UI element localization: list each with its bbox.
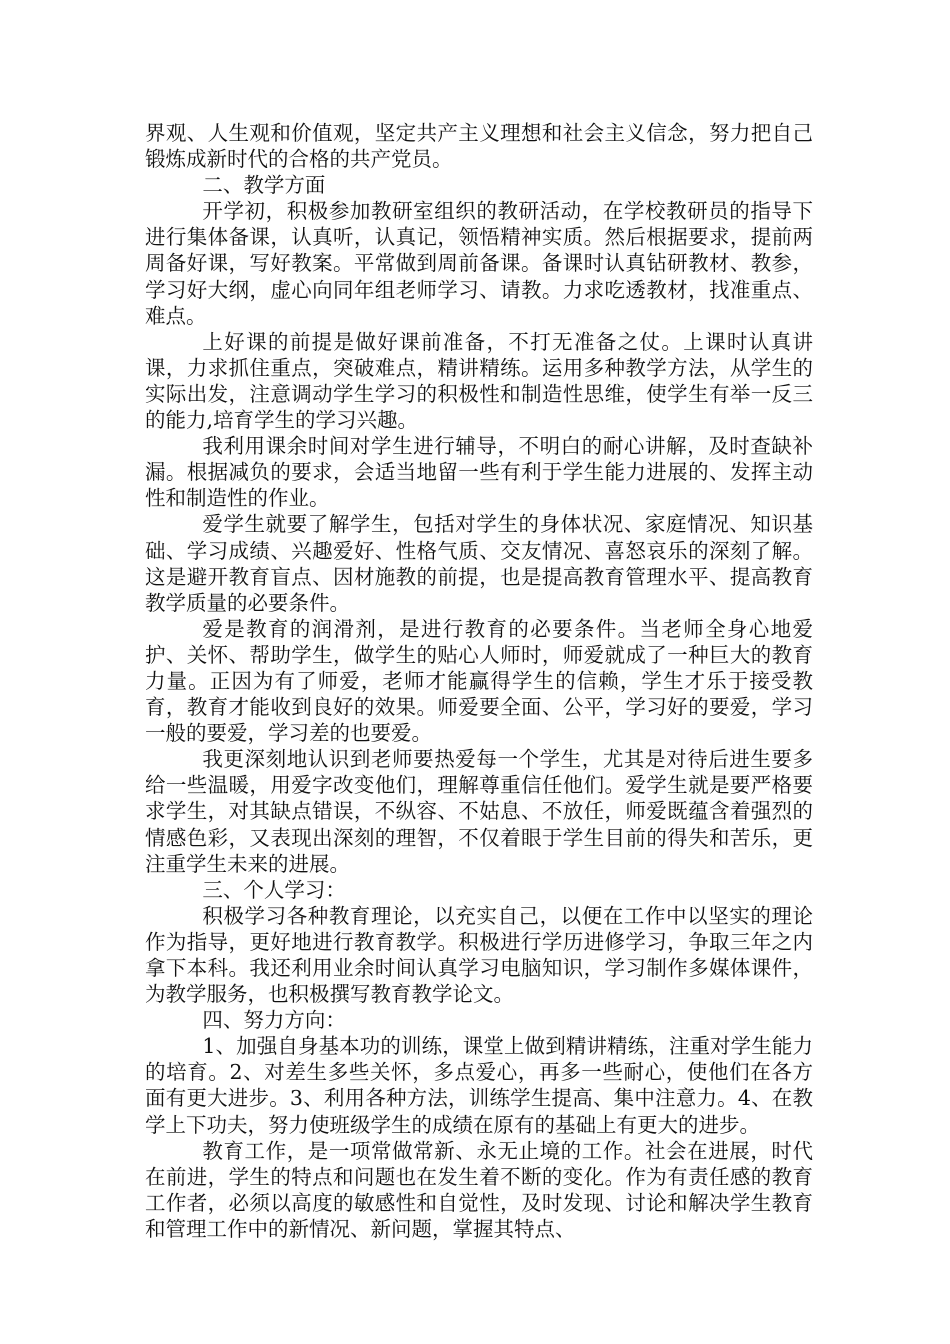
paragraph-care-students: 我更深刻地认识到老师要热爱每一个学生，尤其是对待后进生要多给一些温暖，用爱字改变他们，理解尊重信任他们。爱学生就是要严格要求学生，对其缺点错误，不纵容、不姑息、不放任，师爱既蕴含着强烈的情感色彩，又表现出深刻的理智，不仅着眼于学生目前的得失和苦乐，更注重学生未来的进展。	[145, 747, 813, 876]
paragraph-study: 积极学习各种教育理论，以充实自己，以便在工作中以坚实的理论作为指导，更好地进行教育教学。积极进行学历进修学习，争取三年之内拿下本科。我还利用业余时间认真学习电脑知识，学习制作多媒体课件，为教学服务，也积极撰写教育教学论文。	[145, 903, 813, 1007]
paragraph-education-work: 教育工作，是一项常做常新、永无止境的工作。社会在进展，时代在前进，学生的特点和问题也在发生着不断的变化。作为有责任感的教育工作者，必须以高度的敏感性和自觉性，及时发现、讨论和解决学生教育和管理工作中的新情况、新问题，掌握其特点、	[145, 1138, 813, 1241]
paragraph-know-students: 爱学生就要了解学生，包括对学生的身体状况、家庭情况、知识基础、学习成绩、兴趣爱好、性格气质、交友情况、喜怒哀乐的深刻了解。这是避开教育盲点、因材施教的前提，也是提高教育管理水平、提高教育教学质量的必要条件。	[145, 512, 813, 615]
section-heading-direction: 四、努力方向：	[202, 1008, 346, 1033]
section-heading-personal-study: 三、个人学习：	[202, 877, 346, 902]
paragraph-goals: 1、加强自身基本功的训练，课堂上做到精讲精练，注重对学生能力的培育。2、对差生多些关怀，多点爱心，再多一些耐心，使他们在各方面有更大进步。3、利用各种方法，训练学生提高、集中注意力。4、在教学上下功夫，努力使班级学生的成绩在原有的基础上有更大的进步。	[145, 1034, 813, 1137]
paragraph-lesson-prep: 开学初，积极参加教研室组织的教研活动，在学校教研员的指导下进行集体备课，认真听，认真记，领悟精神实质。然后根据要求，提前两周备好课，写好教案。平常做到周前备课。备课时认真钻研教材、教参，学习好大纲，虚心向同年组老师学习、请教。力求吃透教材，找准重点、难点。	[145, 199, 813, 328]
paragraph-teacher-love: 爱是教育的润滑剂，是进行教育的必要条件。当老师全身心地爱护、关怀、帮助学生，做学生的贴心人师时，师爱就成了一种巨大的教育力量。正因为有了师爱，老师才能赢得学生的信赖，学生才乐于接受教育，教育才能收到良好的效果。师爱要全面、公平，学习好的要爱，学习一般的要爱，学习差的也要爱。	[145, 616, 813, 746]
section-heading-teaching: 二、教学方面	[202, 173, 326, 198]
paragraph-classroom: 上好课的前提是做好课前准备，不打无准备之仗。上课时认真讲课，力求抓住重点，突破难点，精讲精练。运用多种教学方法，从学生的实际出发，注意调动学生学习的积极性和制造性思维，使学生有举一反三的能力,培育学生的学习兴趣。	[145, 329, 813, 433]
paragraph-continuation: 界观、人生观和价值观，坚定共产主义理想和社会主义信念，努力把自己锻炼成新时代的合格的共产党员。	[145, 121, 813, 172]
document-body	[145, 120, 813, 1242]
paragraph-tutoring: 我利用课余时间对学生进行辅导，不明白的耐心讲解，及时查缺补漏。根据减负的要求，会适当地留一些有利于学生能力进展的、发挥主动性和制造性的作业。	[145, 434, 813, 511]
